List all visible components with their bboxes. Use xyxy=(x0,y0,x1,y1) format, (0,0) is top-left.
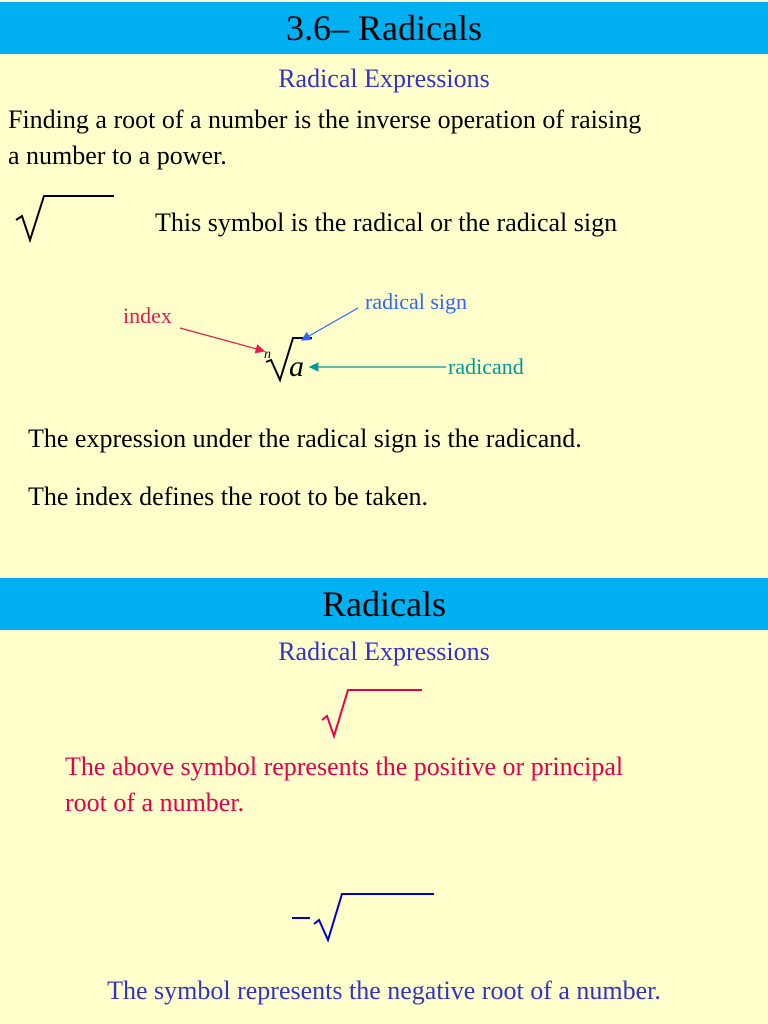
radical-symbol-caption: This symbol is the radical or the radical sign xyxy=(155,208,618,237)
index-arrow xyxy=(180,328,264,351)
slide1-intro xyxy=(8,102,763,174)
slide1-title-bar xyxy=(0,2,768,54)
slide1-subtitle: Radical Expressions xyxy=(278,64,490,93)
principal-radical-icon xyxy=(318,684,426,740)
slide2-title-bar xyxy=(0,578,768,630)
slide2-title: Radicals xyxy=(322,584,446,624)
radical-symbol-icon xyxy=(14,190,118,246)
slide2-subtitle: Radical Expressions xyxy=(278,637,490,666)
index-sentence: The index defines the root to be taken. xyxy=(28,482,428,511)
slide1-intro-line1: Finding a root of a number is the inverse operation of raising xyxy=(8,105,642,134)
principal-root-text xyxy=(65,749,745,821)
principal-root-line2: root of a number. xyxy=(65,788,245,817)
negative-radical-icon xyxy=(288,888,438,946)
diagram-index-label: index xyxy=(123,303,172,328)
diagram-radicand-label: radicand xyxy=(448,354,524,379)
diagram-index-symbol: n xyxy=(264,347,271,362)
principal-root-line1: The above symbol represents the positive or principal xyxy=(65,752,624,781)
diagram-radicand-symbol: a xyxy=(289,350,304,383)
negative-root-text: The symbol represents the negative root of a number. xyxy=(107,976,661,1005)
radical-diagram xyxy=(0,280,768,390)
radicand-sentence: The expression under the radical sign is the radicand. xyxy=(28,424,582,453)
slide1-intro-line2: a number to a power. xyxy=(8,141,227,170)
slide1-title: 3.6– Radicals xyxy=(286,8,482,48)
radical-sign-arrow xyxy=(302,308,358,340)
diagram-radical-sign-label: radical sign xyxy=(365,289,468,314)
